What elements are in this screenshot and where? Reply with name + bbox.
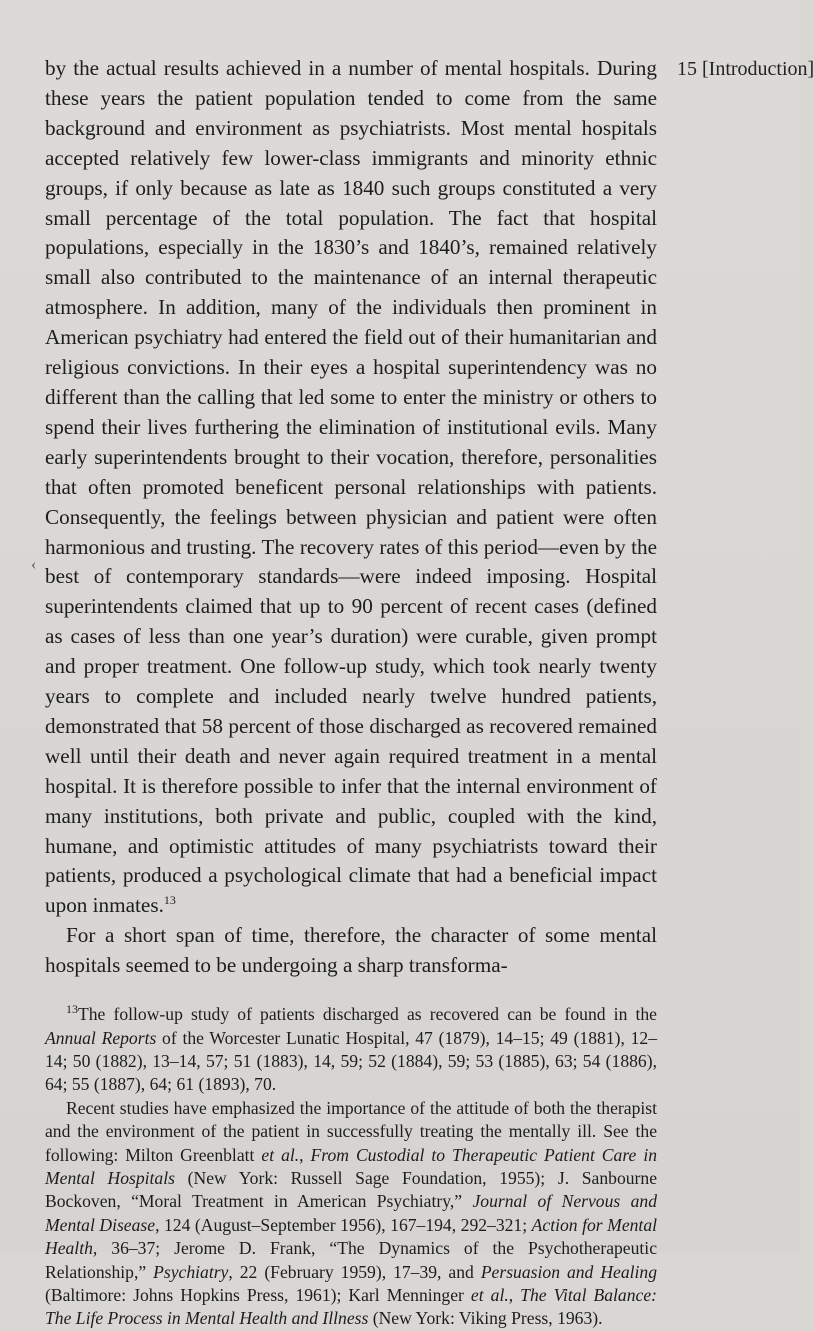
footnote-reference: 13 [163, 893, 176, 908]
main-text-column [45, 54, 657, 1331]
body-paragraph-1: by the actual results achieved in a number of mental hospitals. During these years the patient population tended to come from the same background and environment as psychiatrists. Most mental hospitals accepted relatively few lower-class immigrants and minority ethnic groups, if only because as late as 1840 such groups constituted a very small percentage of the total population. The fact that hospital populations, especially in the 1830’s and 1840’s, remained relatively small also contributed to the maintenance of an internal therapeutic atmosphere. In addition, many of the individuals then prominent in American psychiatry had entered the field out of their humanitarian and religious convictions. In their eyes a hospital superintendency was no different than the calling that led some to enter the ministry or others to spend their lives furthering the elimination of institutional evils. Many early superintendents brought to their vocation, therefore, personalities that often promoted beneficent personal relationships with patients. Consequently, the feelings between physician and patient were often harmonious and trusting. The recovery rates of this period—even by the best of contemporary standards—were indeed imposing. Hospital superintendents claimed that up to 90 percent of recent cases (defined as cases of less than one year’s duration) were curable, given prompt and proper treatment. One follow-up study, which took nearly twenty years to complete and included nearly twelve hundred patients, demonstrated that 58 percent of those discharged as recovered remained well until their death and never again required treatment in a mental hospital. It is therefore possible to infer that the internal environment of many institutions, both private and public, coupled with the kind, humane, and optimistic attitudes of many psychiatrists toward their patients, produced a psychological climate that had a beneficial impact upon inmates.$^{13}$ [45, 56, 657, 918]
footnotes [45, 1003, 657, 1331]
margin-mark: ‹ [31, 556, 37, 573]
footnote-13-paragraph-2: Recent studies have emphasized the importance of the attitude of both the therapist and the environment of the patient in successfully treating the mentally ill. See the following: Milton Greenblatt et al., From Custodial to Therapeutic Patient Care in Mental Hospitals (New York: Russell Sage Foundation, 1955); J. Sanbourne Bockoven, “Moral Treatment in American Psychiatry,” Journal of Nervous and Mental Disease, 124 (August–September 1956), 167–194, 292–321; Action for Mental Health, 36–37; Jerome D. Frank, “The Dynamics of the Psychotherapeutic Relationship,” Psychiatry, 22 (February 1959), 17–39, and Persuasion and Healing (Baltimore: Johns Hopkins Press, 1961); Karl Menninger et al., The Vital Balance: The Life Process in Mental Health and Illness (New York: Viking Press, 1963). [45, 1097, 658, 1329]
running-head: 15 [Introduction] [677, 58, 814, 80]
footnote-13-paragraph-1: $^{13}$The follow-up study of patients discharged as recovered can be found in the Annual Reports of the Worcester Lunatic Hospital, 47 (1879), 14–15; 49 (1881), 12–14; 50 (1882), 13–14, 57; 51 (1883), 14, 59; 52 (1884), 59; 53 (1885), 63; 54 (1886), 64; 55 (1887), 64; 61 (1893), 70. [45, 1002, 658, 1095]
body-paragraph-2: For a short span of time, therefore, the character of some mental hospitals seemed to be undergoing a sharp transforma- [45, 923, 657, 978]
footnote-number: 13 [66, 1002, 78, 1017]
